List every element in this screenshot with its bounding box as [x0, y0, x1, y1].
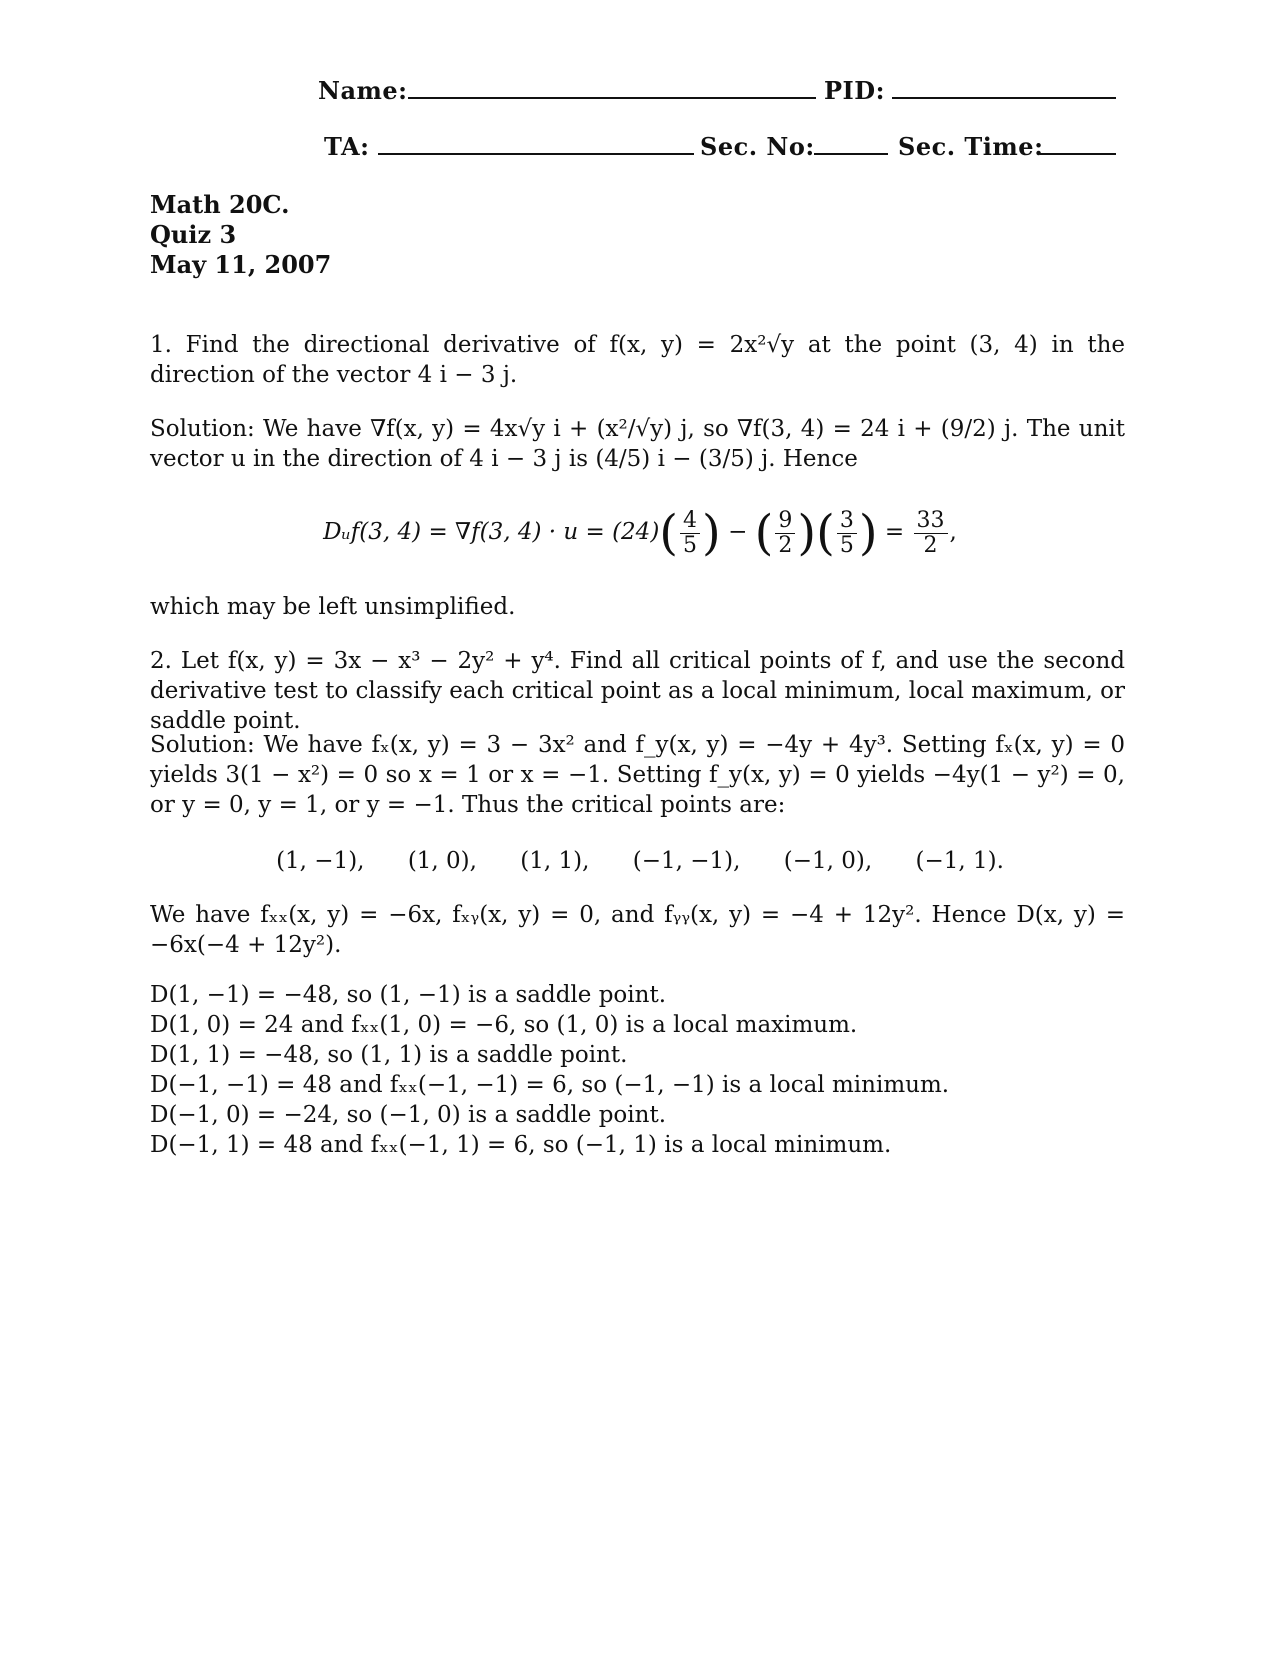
- problem-2-solution: Solution: We have fₓ(x, y) = 3 − 3x² and f_y(x, y) = −4y + 4y³. Setting fₓ(x, y) = 0 yields 3(1 − x²) = 0 so x = 1 or x = −1. Setting f_y(x, y) = 0 yields −4y(1 − y²) = 0, or y = 0, y = 1, or y = −1. Thus the critical points are:: [150, 732, 1125, 818]
- sec-time-field[interactable]: [1040, 153, 1116, 155]
- ta-field[interactable]: [378, 153, 694, 155]
- critical-point: (1, −1),: [276, 848, 365, 874]
- result-fraction: $\frac{33}{2}$: [914, 509, 948, 558]
- fraction-9-2: $\frac{9}{2}$: [775, 509, 795, 558]
- name-field[interactable]: [408, 97, 816, 99]
- problem-1-remark: which may be left unsimplified.: [150, 594, 516, 620]
- classification-line: D(1, 0) = 24 and fₓₓ(1, 0) = −6, so (1, 0) is a local maximum.: [150, 1012, 858, 1038]
- classification-line: D(−1, 0) = −24, so (−1, 0) is a saddle point.: [150, 1102, 667, 1128]
- quiz-date: May 11, 2007: [150, 250, 332, 279]
- sec-time-label: Sec. Time:: [898, 132, 1044, 161]
- classification-line: D(−1, −1) = 48 and fₓₓ(−1, −1) = 6, so (−1, −1) is a local minimum.: [150, 1072, 950, 1098]
- problem-1-solution: Solution: We have ∇f(x, y) = 4x√y i + (x²/√y) j, so ∇f(3, 4) = 24 i + (9/2) j. The unit vector u in the direction of 4 i − 3 j is (4/5) i − (3/5) j. Hence: [150, 416, 1125, 472]
- classification-list: [150, 980, 1125, 1160]
- sec-no-field[interactable]: [814, 153, 888, 155]
- critical-points-list: [0, 848, 1280, 874]
- critical-point: (1, 1),: [520, 848, 590, 874]
- course-meta: [150, 190, 331, 280]
- classification-line: D(−1, 1) = 48 and fₓₓ(−1, 1) = 6, so (−1, 1) is a local minimum.: [150, 1132, 892, 1158]
- critical-point: (−1, −1),: [632, 848, 741, 874]
- problem-1-statement: 1. Find the directional derivative of f(x, y) = 2x²√y at the point (3, 4) in the direction of the vector 4 i − 3 j.: [150, 332, 1125, 388]
- critical-point: (−1, 0),: [783, 848, 873, 874]
- problem-2-statement: 2. Let f(x, y) = 3x − x³ − 2y² + y⁴. Find all critical points of f, and use the second derivative test to classify each critical point as a local minimum, local maximum, or saddle point.: [150, 648, 1125, 734]
- critical-point: (1, 0),: [407, 848, 477, 874]
- name-label: Name:: [318, 76, 408, 105]
- pid-label: PID:: [824, 76, 885, 105]
- classification-line: D(1, 1) = −48, so (1, 1) is a saddle point.: [150, 1042, 628, 1068]
- classification-line: D(1, −1) = −48, so (1, −1) is a saddle point.: [150, 982, 667, 1008]
- problem-2-second-derivatives: We have fₓₓ(x, y) = −6x, fₓᵧ(x, y) = 0, and fᵧᵧ(x, y) = −4 + 12y². Hence D(x, y) = −6x(−4 + 12y²).: [150, 902, 1125, 958]
- display-lhs: Dᵤf(3, 4) = ∇f(3, 4) · u = (24): [323, 519, 660, 545]
- ta-label: TA:: [324, 132, 370, 161]
- fraction-3-5: $\frac{3}{5}$: [837, 509, 857, 558]
- fraction-4-5: $\frac{4}{5}$: [680, 509, 700, 558]
- problem-1-display-equation: Dᵤf(3, 4) = ∇f(3, 4) · u = (24)( $\frac{4}{5}$ ) − ( $\frac{9}{2}$ )( $\frac{3}{5}$ ) = $\frac{33}{2}$ ,: [323, 505, 957, 561]
- course-title: Math 20C.: [150, 190, 290, 219]
- quiz-title: Quiz 3: [150, 220, 237, 249]
- sec-no-label: Sec. No:: [700, 132, 815, 161]
- critical-point: (−1, 1).: [915, 848, 1004, 874]
- pid-field[interactable]: [892, 97, 1116, 99]
